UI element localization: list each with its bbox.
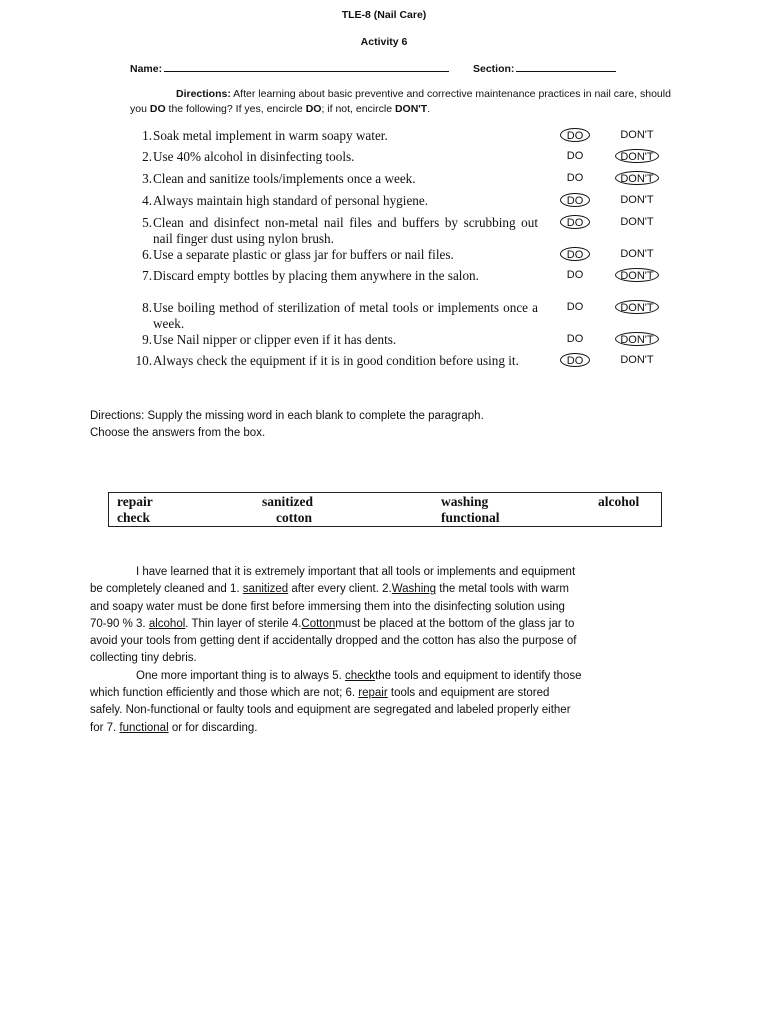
directions2-line2: Choose the answers from the box. [90,427,266,439]
item-text: Always maintain high standard of personal hygiene. [153,193,429,208]
do-choice-circled[interactable]: DO [560,128,590,142]
word-box-item: functional [441,510,500,525]
do-choice-circled[interactable]: DO [560,193,590,207]
do-choice-circled[interactable]: DO [560,247,590,261]
word-box-item: alcohol [598,494,640,509]
do-choice[interactable]: DO [566,172,584,184]
do-choice[interactable]: DO [566,269,584,281]
directions2-line1: Directions: Supply the missing word in each blank to complete the paragraph. [90,410,484,422]
directions-text-a: After learning about basic preventive and corrective maintenance practices in nail care, should you [130,88,671,115]
directions-do2: DO [305,103,322,115]
item-text: Use a separate plastic or glass jar for buffers or nail files. [153,247,454,262]
paragraph-text: after every client. 2. [288,583,392,596]
item-text: Use boiling method of sterilization of metal tools or implements once a week. [153,300,538,331]
item-text: Use Nail nipper or clipper even if it has dents. [153,332,397,347]
word-box-item: check [117,510,150,525]
do-choice[interactable]: DO [566,333,584,345]
paragraph-2 [90,668,582,737]
answer-paragraph [90,564,582,737]
item-text: Use 40% alcohol in disinfecting tools. [153,149,355,164]
dont-choice-circled[interactable]: DON'T [615,268,659,282]
paragraph-text: I have learned that it is extremely important that all tools or implements and equipment be completely cleaned and 1. [90,566,576,596]
answer-3: alcohol [148,617,186,630]
directions-part2 [90,408,570,442]
directions-label: Directions: [176,88,231,100]
name-field [130,62,449,75]
paragraph-1 [90,564,582,668]
directions-dont: DON'T [394,103,428,115]
dont-choice[interactable]: DON'T [620,354,654,366]
do-choice[interactable]: DO [566,150,584,162]
item-text: Always check the equipment if it is in good condition before using it. [153,353,519,368]
item-number: 10. [135,353,152,368]
answer-4: Cotton [301,617,336,630]
directions-do: DO [149,103,166,115]
answer-6: repair [358,687,388,700]
paragraph-text: One more important thing is to always 5. [136,669,346,682]
do-choice[interactable]: DO [566,301,584,313]
item-number: 8. [142,300,152,315]
item-text: Discard empty bottles by placing them anywhere in the salon. [153,268,479,283]
answer-7: functional [119,721,169,734]
paragraph-text: . Thin layer of sterile 4. [185,617,302,630]
activity-title: Activity 6 [360,36,408,48]
do-choice-circled[interactable]: DO [560,215,590,229]
section-field [473,62,616,75]
word-box-item: cotton [276,510,312,525]
dont-choice[interactable]: DON'T [620,129,654,141]
item-text: Clean and disinfect non-metal nail files and buffers by scrubbing out nail finger dust using nylon brush. [153,215,538,246]
directions-text-d: . [427,103,431,115]
dont-choice-circled[interactable]: DON'T [615,300,659,314]
word-box-item: repair [117,494,153,509]
course-title: TLE-8 (Nail Care) [341,9,427,21]
item-number: 7. [142,268,152,283]
dont-choice[interactable]: DON'T [620,216,654,228]
directions-text-c: ; if not, encircle [321,103,395,115]
name-label: Name: [130,63,163,75]
dont-choice[interactable]: DON'T [620,248,654,260]
paragraph-text: tools and equipment are stored safely. Non-functional or faulty tools and equipment are segregated and labeled properly either for 7. [90,687,571,734]
paragraph-text: the metal tools with warm and soapy water must be done first before immersing them into the disinfecting solution using 70-90 % 3. [90,583,569,630]
item-number: 1. [142,128,152,143]
word-box [108,492,662,527]
dont-choice[interactable]: DON'T [620,194,654,206]
item-number: 9. [142,332,152,347]
dont-choice-circled[interactable]: DON'T [615,332,659,346]
item-number: 5. [142,215,152,230]
item-number: 6. [142,247,152,262]
section-blank-line [516,62,616,72]
dont-choice-circled[interactable]: DON'T [615,149,659,163]
answer-1: sanitized [242,583,289,596]
paragraph-text: or for discarding. [168,721,258,734]
item-number: 2. [142,149,152,164]
item-text: Soak metal implement in warm soapy water. [153,128,388,143]
directions-text-b: the following? If yes, encircle [165,103,306,115]
item-number: 4. [142,193,152,208]
item-number: 3. [142,171,152,186]
answer-2: Washing [391,583,437,596]
answer-5: check [345,669,376,682]
do-choice-circled[interactable]: DO [560,353,590,367]
directions-part1 [130,87,690,117]
name-blank-line [164,62,449,72]
paragraph-text: must be placed at the bottom of the glass jar to avoid your tools from getting dent if accidentally dropped and the cotton has also the purpose of collecting tiny debris. [90,617,577,665]
section-label: Section: [473,63,515,75]
dont-choice-circled[interactable]: DON'T [615,171,659,185]
word-box-item: sanitized [262,494,314,509]
paragraph-text: the tools and equipment to identify those which function efficiently and those which are not; 6. [90,669,582,700]
item-text: Clean and sanitize tools/implements once a week. [153,171,416,186]
word-box-item: washing [441,494,489,509]
